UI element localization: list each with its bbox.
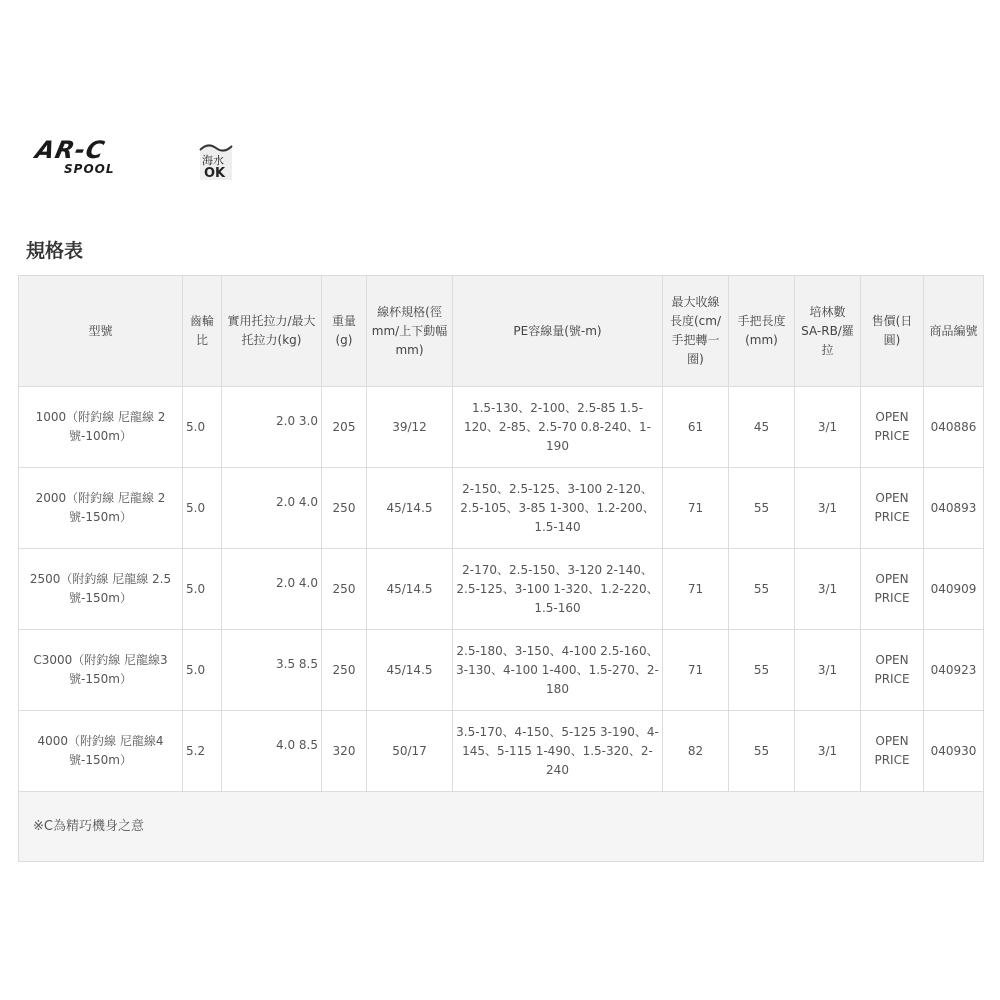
cell-handle: 55: [729, 630, 795, 711]
header-bearings: 培林數 SA-RB/羅拉: [795, 276, 861, 387]
cell-price: OPEN PRICE: [861, 549, 924, 630]
header-retrieve: 最大收線長度(cm/手把轉一圈): [663, 276, 729, 387]
table-row: [19, 468, 984, 549]
spec-table: [18, 275, 984, 862]
cell-price: OPEN PRICE: [861, 711, 924, 792]
spool-logo-text: SPOOL: [64, 162, 115, 176]
cell-code: 040886: [924, 387, 984, 468]
drag-value: 2.0 4.0: [276, 575, 318, 590]
arc-spool-logo: [33, 136, 156, 180]
drag-value: 2.0 4.0: [276, 494, 318, 509]
header-ratio: 齒輪比: [183, 276, 222, 387]
cell-pe: 2-150、2.5-125、3-100 2-120、2.5-105、3-85 1-300、1.2-200、1.5-140: [453, 468, 663, 549]
cell-pe: 3.5-170、4-150、5-125 3-190、4-145、5-115 1-490、1.5-320、2-240: [453, 711, 663, 792]
cell-model: 1000（附釣線 尼龍線 2號-100m）: [19, 387, 183, 468]
cell-weight: 250: [322, 549, 367, 630]
header-price: 售價(日圓): [861, 276, 924, 387]
cell-weight: 250: [322, 630, 367, 711]
cell-ratio: 5.0: [183, 468, 222, 549]
note-row: [19, 792, 984, 862]
header-weight: 重量(g): [322, 276, 367, 387]
table-row: [19, 630, 984, 711]
ok-text: OK: [204, 166, 226, 181]
table-note: ※C為精巧機身之意: [19, 792, 984, 862]
arc-logo-text: AR-C: [33, 136, 108, 164]
cell-bearings: 3/1: [795, 468, 861, 549]
header-pe: PE容線量(號-m): [453, 276, 663, 387]
cell-pe: 2-170、2.5-150、3-120 2-140、2.5-125、3-100 1-320、1.2-220、1.5-160: [453, 549, 663, 630]
header-drag: 實用托拉力/最大托拉力(kg): [222, 276, 322, 387]
cell-price: OPEN PRICE: [861, 468, 924, 549]
page-title: 規格表: [26, 240, 84, 262]
cell-handle: 45: [729, 387, 795, 468]
cell-code: 040909: [924, 549, 984, 630]
cell-retrieve: 82: [663, 711, 729, 792]
cell-ratio: 5.0: [183, 387, 222, 468]
cell-pe: 1.5-130、2-100、2.5-85 1.5-120、2-85、2.5-70 0.8-240、1-190: [453, 387, 663, 468]
header-row: [19, 276, 984, 387]
cell-drag: [222, 387, 322, 468]
cell-spool: 50/17: [367, 711, 453, 792]
cell-code: 040930: [924, 711, 984, 792]
cell-retrieve: 71: [663, 549, 729, 630]
cell-handle: 55: [729, 468, 795, 549]
cell-weight: 250: [322, 468, 367, 549]
cell-ratio: 5.2: [183, 711, 222, 792]
seawater-text: 海水: [202, 154, 224, 167]
header-model: 型號: [19, 276, 183, 387]
header-handle: 手把長度(mm): [729, 276, 795, 387]
cell-spool: 45/14.5: [367, 549, 453, 630]
cell-retrieve: 61: [663, 387, 729, 468]
cell-code: 040893: [924, 468, 984, 549]
cell-bearings: 3/1: [795, 387, 861, 468]
header-code: 商品編號: [924, 276, 984, 387]
cell-drag: [222, 711, 322, 792]
cell-model: 4000（附釣線 尼龍線4號-150m）: [19, 711, 183, 792]
table-row: [19, 711, 984, 792]
cell-pe: 2.5-180、3-150、4-100 2.5-160、3-130、4-100 1-400、1.5-270、2-180: [453, 630, 663, 711]
cell-bearings: 3/1: [795, 711, 861, 792]
cell-ratio: 5.0: [183, 549, 222, 630]
cell-spool: 39/12: [367, 387, 453, 468]
drag-value: 2.0 3.0: [276, 413, 318, 428]
table-row: [19, 549, 984, 630]
cell-code: 040923: [924, 630, 984, 711]
cell-model: C3000（附釣線 尼龍線3號-150m）: [19, 630, 183, 711]
cell-bearings: 3/1: [795, 630, 861, 711]
header-spool: 線杯規格(徑mm/上下動幅mm): [367, 276, 453, 387]
cell-weight: 320: [322, 711, 367, 792]
cell-handle: 55: [729, 549, 795, 630]
drag-value: 4.0 8.5: [276, 737, 318, 752]
cell-retrieve: 71: [663, 468, 729, 549]
cell-model: 2000（附釣線 尼龍線 2號-150m）: [19, 468, 183, 549]
cell-retrieve: 71: [663, 630, 729, 711]
cell-weight: 205: [322, 387, 367, 468]
cell-model: 2500（附釣線 尼龍線 2.5號-150m）: [19, 549, 183, 630]
cell-handle: 55: [729, 711, 795, 792]
cell-price: OPEN PRICE: [861, 387, 924, 468]
cell-drag: [222, 549, 322, 630]
seawater-ok-icon: [196, 140, 236, 182]
cell-drag: [222, 468, 322, 549]
cell-spool: 45/14.5: [367, 468, 453, 549]
cell-bearings: 3/1: [795, 549, 861, 630]
drag-value: 3.5 8.5: [276, 656, 318, 671]
cell-ratio: 5.0: [183, 630, 222, 711]
cell-spool: 45/14.5: [367, 630, 453, 711]
cell-price: OPEN PRICE: [861, 630, 924, 711]
table-row: [19, 387, 984, 468]
cell-drag: [222, 630, 322, 711]
